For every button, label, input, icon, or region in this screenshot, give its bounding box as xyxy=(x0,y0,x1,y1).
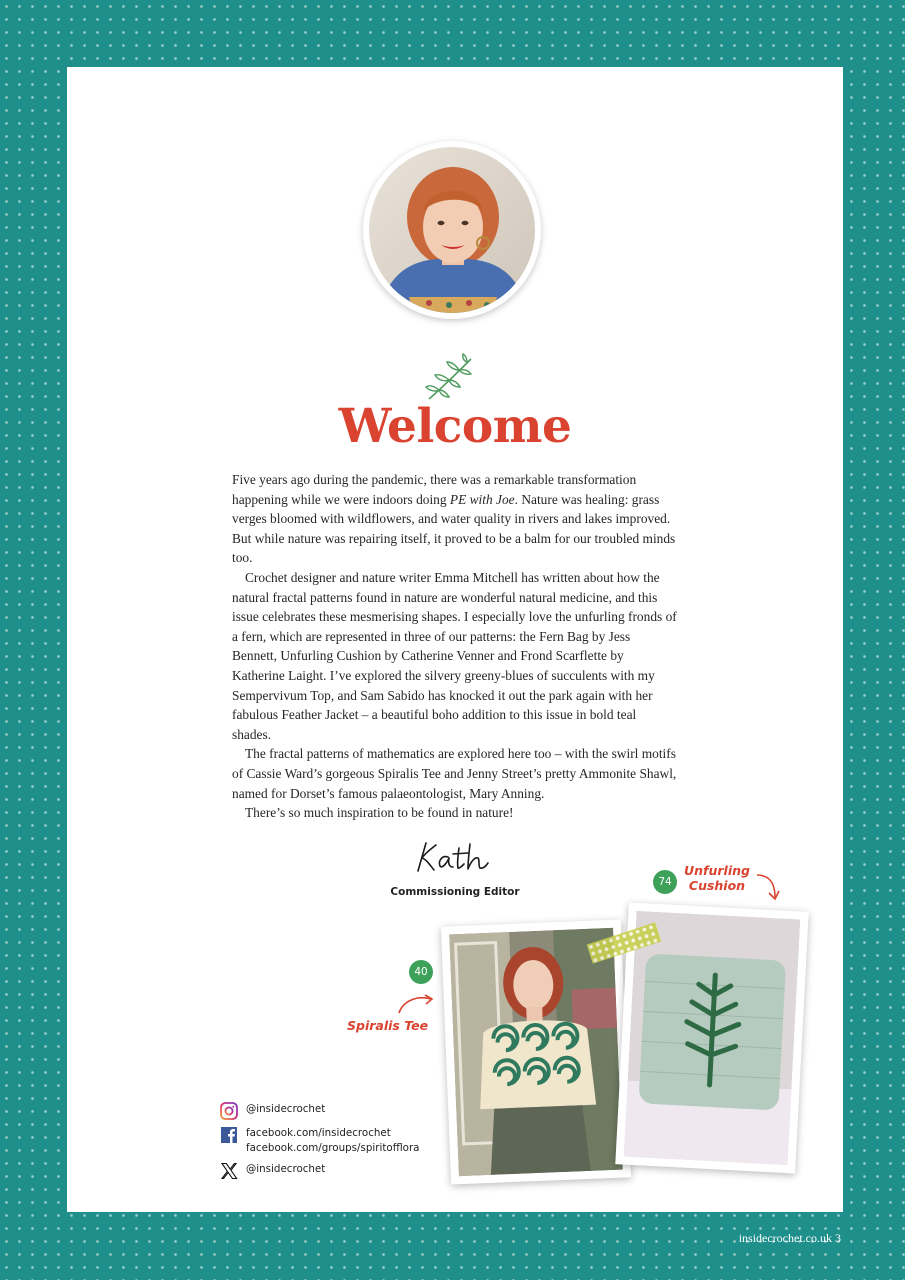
facebook-icon xyxy=(219,1126,239,1144)
letter-paragraph: The fractal patterns of mathematics are explored here too – with the swirl motifs of Cassie Ward’s gorgeous Spiralis Tee and Jenny Street’s pretty Ammonite Shawl, named for Dorset’s famous palaeontologist, Mary Anning. xyxy=(232,746,677,801)
page-footer xyxy=(739,1231,841,1246)
spiralis-tee-label: Spiralis Tee xyxy=(347,1018,429,1033)
signature-role: Commissioning Editor xyxy=(390,886,520,898)
facebook-group-link[interactable]: facebook.com/groups/spiritofflora xyxy=(246,1142,420,1154)
letter-paragraph: Crochet designer and nature writer Emma Mitchell has written about how the natural fractal patterns found in nature are wonderful natural medicine, and this issue celebrates these mesmerising shapes. I especially love the unfurling fronds of a fern, which are represented in three of our patterns: the Fern Bag by Jess Bennett, Unfurling Cushion by Catherine Venner and Frond Scarflette by Katherine Laight. I’ve explored the silvery greeny-blues of succulents with my Sempervivum Top, and Sam Sabido has knocked it out the park again with her fabulous Feather Jacket – a beautiful boho addition to this issue in bold teal shades. xyxy=(232,569,677,742)
editor-portrait xyxy=(363,141,541,319)
page-number: 3 xyxy=(835,1231,841,1245)
page xyxy=(67,67,843,1212)
page-title: Welcome xyxy=(338,399,572,454)
page-badge-cushion: 74 xyxy=(653,870,677,894)
page-badge-spiralis: 40 xyxy=(409,960,433,984)
leaf-sprig-icon xyxy=(423,353,479,403)
social-facebook[interactable] xyxy=(219,1126,420,1156)
letter-paragraph: There’s so much inspiration to be found in nature! xyxy=(245,805,514,821)
unfurling-cushion-label: Unfurling Cushion xyxy=(684,863,750,893)
facebook-page-link[interactable]: facebook.com/insidecrochet xyxy=(246,1127,391,1139)
social-x[interactable]: @insidecrochet xyxy=(219,1162,420,1180)
social-instagram[interactable]: @insidecrochet xyxy=(219,1102,420,1120)
arrow-right-icon xyxy=(395,989,437,1017)
editor-signature xyxy=(412,839,496,875)
arrow-down-icon xyxy=(755,871,781,903)
instagram-icon xyxy=(219,1102,239,1120)
editor-letter xyxy=(232,470,677,823)
footer-site[interactable]: insidecrochet.co.uk xyxy=(738,1231,832,1245)
social-links xyxy=(219,1102,420,1186)
letter-paragraph: Five years ago during the pandemic, there was a remarkable transformation happening while we were indoors doing PE with Joe. Nature was healing: grass verges bloomed with wildflowers, and water quality in rivers and lakes improved. But while nature was repairing itself, it proved to be a balm for our troubled minds too. xyxy=(232,472,676,566)
x-icon xyxy=(219,1162,239,1180)
